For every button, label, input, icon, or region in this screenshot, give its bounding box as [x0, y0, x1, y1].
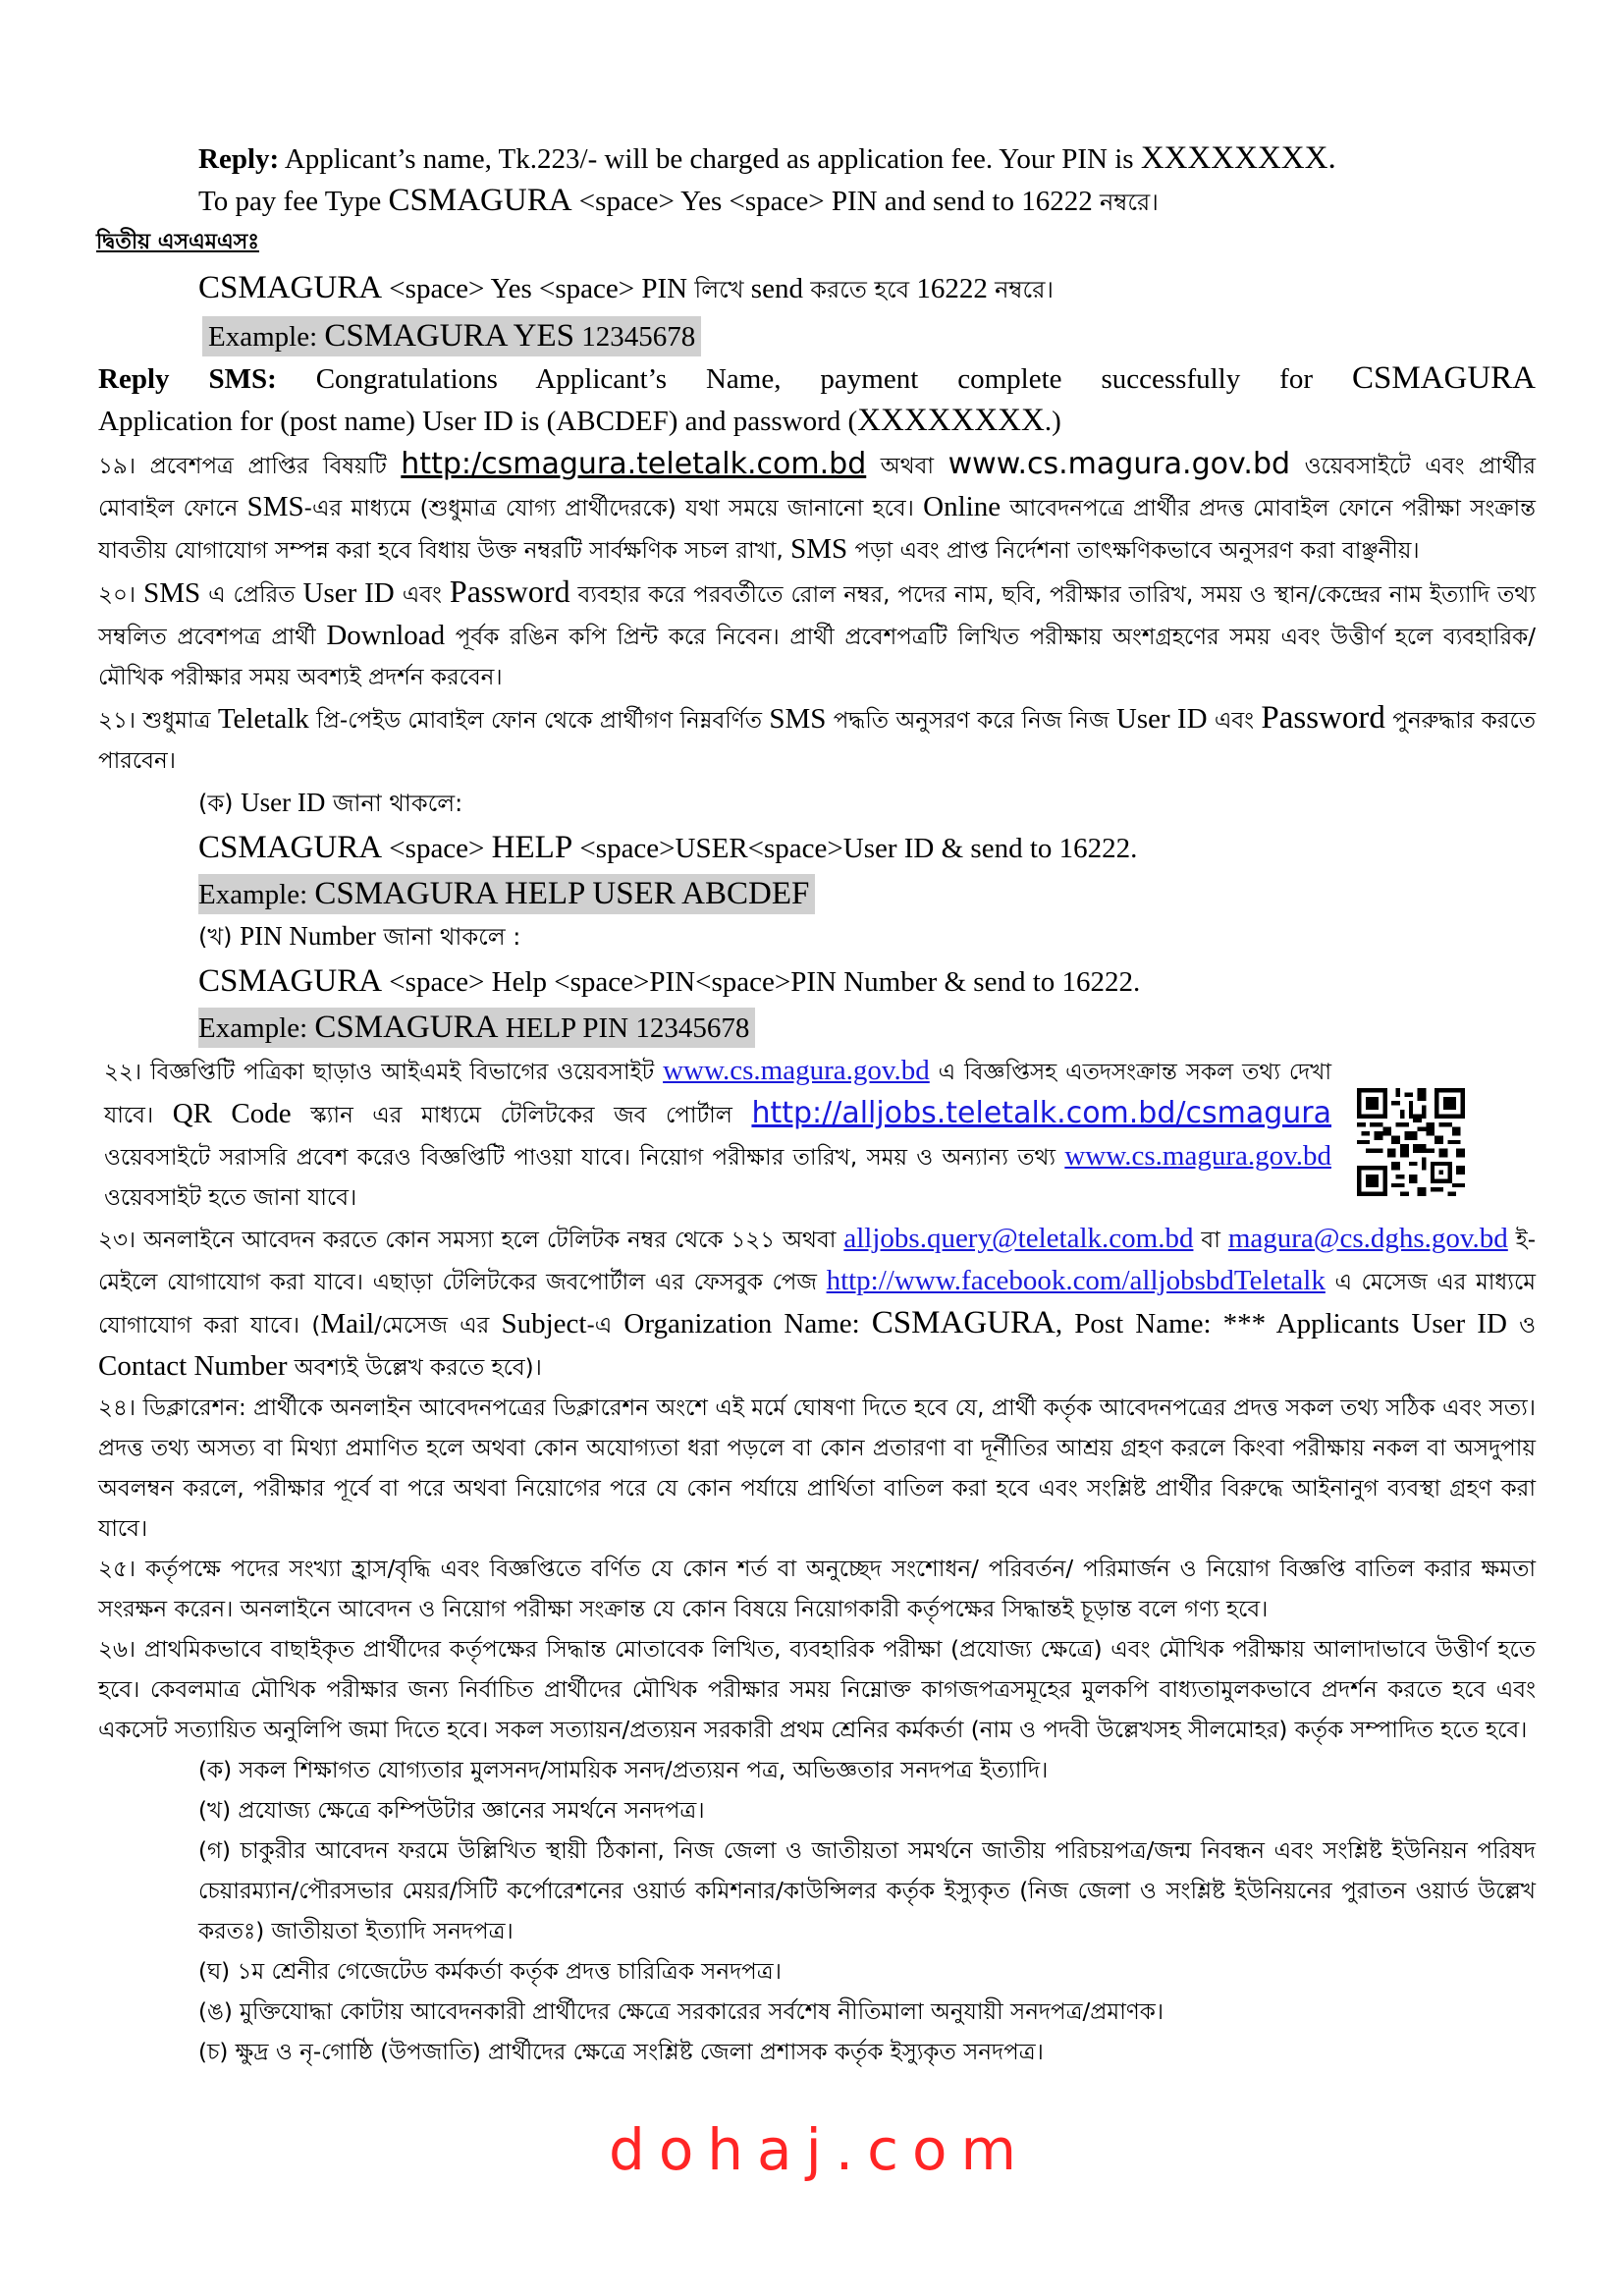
item-number: ২৬।	[98, 1637, 144, 1663]
item-text: পদ্ধতি অনুসরণ করে নিজ নিজ	[826, 708, 1116, 734]
facebook-link[interactable]: http://www.facebook.com/alljobsbdTeletalk	[826, 1265, 1326, 1296]
item-latin: Mail	[320, 1308, 375, 1339]
reply-pin: XXXXXXXX.	[1140, 140, 1336, 176]
item-26-sub-gha: (ঘ) ১ম শ্রেনীর গেজেটেড কর্মকর্তা কর্তৃক প্রদত্ত চারিত্রিক সনদপত্র।	[198, 1959, 782, 1985]
item-text: কর্তৃপক্ষে পদের সংখ্যা হ্রাস/বৃদ্ধি এবং বিজ্ঞপ্তিতে বর্ণিত যে কোন শর্ত বা অনুচ্ছেদ সংশোধন/ পরিবর্তন/ পরিমার্জন ও নিয়োগ বিজ্ঞপ্তি বাতিল করার ক্ষমতা সংরক্ষন করেন। অনলাইনে আবেদন ও নিয়োগ পরীক্ষা সংক্রান্ত যে কোন বিষয়ে নিয়োগকারী কর্তৃপক্ষের সিদ্ধান্তই চূড়ান্ত বলে গণ্য হবে।	[98, 1557, 1536, 1622]
item-latin: QR Code	[172, 1098, 292, 1129]
item-latin: Download	[326, 620, 446, 651]
qr-code-icon[interactable]	[1357, 1088, 1465, 1196]
item-code: CSMAGURA	[871, 1305, 1056, 1340]
item-text: ই-মেইলে যোগাযোগ করা যাবে। এছাড়া টেলিটকের জবপোর্টাল এর ফেসবুক পেজ	[98, 1228, 1537, 1295]
item-text: ও	[1506, 1313, 1537, 1339]
example-label: Example:	[198, 879, 315, 910]
item-text: ওয়েবসাইটে এবং প্রার্থীর মোবাইল ফোনে	[98, 454, 1536, 521]
example-highlight	[202, 316, 701, 356]
item-text: শুধুমাত্র	[142, 708, 218, 734]
item-latin: Organization Name:	[623, 1308, 872, 1339]
item-text: জানা থাকলে :	[375, 923, 521, 951]
item-text: বিজ্ঞপ্তিটি পত্রিকা ছাড়াও আইএমই বিভাগের ওয়েবসাইট	[150, 1060, 664, 1085]
item-latin: Password	[1261, 700, 1385, 736]
item-text: এবং	[1207, 708, 1262, 734]
item-24	[98, 1389, 1536, 1550]
email-link[interactable]: magura@cs.dghs.gov.bd	[1227, 1223, 1508, 1254]
item-21-ka	[98, 782, 1536, 824]
item-21-kha-example	[98, 1008, 1536, 1049]
item-21-ka-command	[98, 824, 1536, 872]
item-text: প্রি-পেইড মোবাইল ফোন থেকে প্রার্থীগণ নিম্নবর্ণিত	[308, 708, 770, 734]
item-text: এ মেসেজ এর মাধ্যমে যোগাযোগ করা যাবে। (	[98, 1270, 1536, 1339]
item-text: এ বিজ্ঞপ্তিসহ এতদসংক্রান্ত সকল তথ্য দেখা যাবে।	[104, 1060, 1332, 1128]
item-text: অথবা	[866, 454, 948, 479]
item-text: প্রবেশপত্র প্রাপ্তির বিষয়টি	[149, 454, 402, 479]
sms-help: HELP	[491, 830, 573, 865]
sms-text: <space>USER<space>User ID & send to 16222.	[572, 833, 1138, 864]
item-21	[98, 698, 1536, 782]
sms-bn: লিখে	[694, 276, 744, 303]
item-text: অবশ্যই উল্লেখ করতে হবে)।	[287, 1355, 542, 1381]
second-sms-command	[98, 265, 1536, 312]
item-text: -এ	[586, 1313, 624, 1339]
item-text: ডিক্লারেশন: প্রার্থীকে অনলাইন আবেদনপত্রের ডিক্লারেশন অংশে এই মর্মে ঘোষণা দিতে হবে যে, প্রার্থী কর্তৃক আবেদনপত্রের প্রদত্ত সকল তথ্য সঠিক এবং সত্য। প্রদত্ত তথ্য অসত্য বা মিথ্যা প্রমাণিত হলে অথবা কোন অযোগ্যতা ধরা পড়লে বা কোন প্রতারণা বা দূর্নীতির আশ্রয় গ্রহণ করলে কিংবা পরীক্ষায় নকল বা অসদুপায় অবলম্বন করলে, পরীক্ষার পূর্বে বা পরে অথবা নিয়োগের পরে যে কোন পর্যায়ে প্রার্থিতা বাতিল করা হবে এবং সংশ্লিষ্ট প্রার্থীর বিরুদ্ধে আইনানুগ ব্যবস্থা গ্রহণ করা যাবে।	[98, 1395, 1536, 1542]
item-latin: Password	[449, 574, 570, 609]
item-text: পড়া এবং প্রাপ্ত নির্দেশনা তাৎক্ষণিকভাবে অনুসরণ করা বাঞ্ছনীয়।	[847, 538, 1420, 564]
example-highlight	[198, 874, 815, 914]
sms-bn: করতে হবে	[810, 276, 910, 303]
watermark: dohaj.com	[609, 2116, 1031, 2183]
sms-text: <space> Yes <space> PIN	[382, 273, 695, 304]
item-text: ওয়েবসাইট হতে জানা যাবে।	[104, 1185, 357, 1211]
reply-sms-code: CSMAGURA	[1351, 360, 1536, 396]
item-latin: Teletalk	[217, 703, 309, 735]
example-rest: HELP PIN 12345678	[498, 1012, 750, 1044]
item-26	[98, 1630, 1536, 1751]
reply-sms-text: Congratulations Applicant’s Name, payment complete successfully for	[276, 363, 1352, 395]
reply-pay-text-2: <space> Yes <space> PIN and send to 16222	[571, 186, 1100, 217]
item-latin: , Post Name: *** Applicants User ID	[1055, 1308, 1507, 1339]
job-portal-link[interactable]: http://alljobs.teletalk.com.bd/csmagura	[751, 1096, 1332, 1130]
website-link[interactable]: www.cs.magura.gov.bd	[1064, 1140, 1331, 1172]
reply-sms-text: Application for (post name) User ID is (ABCDEF) and password (	[98, 406, 858, 437]
item-text: বা	[1193, 1228, 1228, 1253]
item-21-ka-example	[98, 874, 1536, 915]
sms-text: <space>	[382, 833, 492, 864]
item-text: এবং	[394, 582, 450, 608]
item-26-sub-cha: (চ) ক্ষুদ্র ও নৃ-গোষ্ঠি (উপজাতি) প্রার্থীদের ক্ষেত্রে সংশ্লিষ্ট জেলা প্রশাসক কর্তৃক ইস্যুকৃত সনদপত্র।	[198, 2040, 1044, 2065]
example-code: CSMAGURA	[314, 1010, 499, 1045]
example-number: 12345678	[573, 321, 696, 353]
sms-text: 16222	[909, 273, 996, 304]
item-latin: User ID	[241, 788, 326, 817]
document-page	[98, 137, 1536, 2073]
item-latin: SMS	[769, 703, 827, 735]
admit-card-link[interactable]: http:/csmagura.teletalk.com.bd	[401, 447, 867, 481]
sms-text: <space> Help <space>PIN<space>PIN Number & send to 16222.	[382, 966, 1141, 998]
reply-line-2	[98, 180, 1536, 223]
item-23	[98, 1219, 1536, 1389]
item-latin: SMS	[790, 533, 848, 565]
second-sms-example	[98, 316, 1536, 357]
item-text: এ প্রেরিত	[200, 582, 303, 608]
item-latin: Online	[923, 491, 1001, 522]
item-26-sub-uma: (ঙ) মুক্তিযোদ্ধা কোটায় আবেদনকারী প্রার্থীদের ক্ষেত্রে সরকারের সর্বশেষ নীতিমালা অনুযায়ী সনদপত্র/প্রমাণক।	[198, 1999, 1164, 2025]
item-26-sub-ga: (গ) চাকুরীর আবেদন ফরমে উল্লিখিত স্থায়ী ঠিকানা, নিজ জেলা ও জাতীয়তা সমর্থনে জাতীয় পরিচয়পত্র/জন্ম নিবন্ধন এবং সংশ্লিষ্ট ইউনিয়ন পরিষদ চেয়ারম্যান/পৌরসভার মেয়র/সিটি কর্পোরেশনের ওয়ার্ড কমিশনার/কাউন্সিলর কর্তৃক ইস্যুকৃত (নিজ জেলা ও সংশ্লিষ্ট ইউনিয়নের পুরাতন ওয়ার্ড উল্লেখ করতঃ) জাতীয়তা ইত্যাদি সনদপত্র।	[198, 1838, 1536, 1944]
item-text: প্রাথমিকভাবে বাছাইকৃত প্রার্থীদের কর্তৃপক্ষের সিদ্ধান্ত মোতাবেক লিখিত, ব্যবহারিক পরীক্ষা (প্রযোজ্য ক্ষেত্রে) এবং মৌখিক পরীক্ষায় আলাদাভাবে উত্তীর্ণ হতে হবে। কেবলমাত্র মৌখিক পরীক্ষার জন্য নির্বাচিত প্রার্থীদের মৌখিক পরীক্ষার সময় নিম্নোক্ত কাগজপত্রসমূহের মুলকপি বাধ্যতামুলকভাবে প্রদর্শন করতে হবে এবং একসেট সত্যায়িত অনুলিপি জমা দিতে হবে। সকল সত্যায়ন/প্রত্যয়ন সরকারী প্রথম শ্রেনির কর্মকর্তা (নাম ও পদবী উল্লেখসহ সীলমোহর) কর্তৃক সম্পাদিত হতে হবে।	[98, 1637, 1536, 1743]
sub-label: (খ)	[198, 923, 241, 951]
item-number: ২২।	[104, 1060, 151, 1085]
example-code: CSMAGURA HELP USER ABCDEF	[314, 876, 810, 911]
item-number: ২৩।	[98, 1228, 144, 1253]
item-number: ২৫।	[98, 1557, 146, 1582]
sub-label: (ক)	[198, 790, 242, 817]
item-latin: SMS	[143, 577, 201, 609]
item-latin: User ID	[302, 577, 395, 609]
item-25	[98, 1550, 1536, 1630]
example-highlight	[198, 1008, 755, 1048]
item-text: অনলাইনে আবেদন করতে কোন সমস্যা হলে টেলিটক নম্বর থেকে ১২১ অথবা	[143, 1228, 844, 1253]
item-text: আবেদনপত্রে প্রার্থীর প্রদত্ত মোবাইল ফোনে পরীক্ষা সংক্রান্ত যাবতীয় যোগাযোগ সম্পন্ন করা হবে বিধায় উক্ত নম্বরটি সার্বক্ষণিক সচল রাখা,	[98, 496, 1537, 564]
item-text: ওয়েবসাইটে সরাসরি প্রবেশ করেও বিজ্ঞপ্তিটি পাওয়া যাবে। নিয়োগ পরীক্ষার তারিখ, সময় ও অন্যান্য তথ্য	[104, 1145, 1065, 1171]
second-sms-heading: দ্বিতীয় এসএমএসঃ	[96, 230, 260, 254]
example-code: CSMAGURA YES	[324, 318, 574, 354]
sms-code: CSMAGURA	[198, 270, 383, 305]
reply-label: Reply:	[198, 143, 280, 175]
item-text: পুনরুদ্ধার করতে পারবেন।	[98, 708, 1537, 774]
website-text: www.cs.magura.gov.bd	[947, 447, 1291, 481]
sms-code: CSMAGURA	[198, 963, 383, 999]
item-20	[98, 572, 1536, 698]
example-label: Example:	[208, 321, 325, 353]
qr-code-graphic	[1357, 1088, 1465, 1196]
reply-pay-text: To pay fee Type	[198, 186, 389, 217]
item-number: ২০।	[98, 582, 144, 608]
reply-line-1	[98, 137, 1536, 180]
website-link[interactable]: www.cs.magura.gov.bd	[663, 1055, 930, 1086]
item-21-kha	[98, 915, 1536, 957]
item-text: -এর মাধ্যমে (শুধুমাত্র যোগ্য প্রার্থীদেরকে) যথা সময়ে জানানো হবে।	[303, 496, 924, 521]
email-link[interactable]: alljobs.query@teletalk.com.bd	[843, 1223, 1194, 1254]
item-text: স্ক্যান এর মাধ্যমে টেলিটকের জব পোর্টাল	[291, 1103, 752, 1128]
sms-bn: নম্বরে।	[995, 276, 1054, 303]
reply-sms-label: Reply SMS:	[98, 363, 277, 395]
item-latin: Subject	[501, 1308, 587, 1339]
item-text: ব্যবহার করে পরবর্তীতে রোল নম্বর, পদের নাম, ছবি, পরীক্ষার তারিখ, সময় ও স্থান/কেন্দ্রের নাম ইত্যাদি তথ্য সম্বলিত প্রবেশপত্র প্রার্থী	[98, 582, 1536, 650]
item-21-kha-command	[98, 957, 1536, 1006]
reply-pay-bn: নম্বরে।	[1099, 189, 1159, 216]
reply-sms-text: .)	[1044, 406, 1061, 437]
item-26-sub-kha: (খ) প্রযোজ্য ক্ষেত্রে কম্পিউটার জ্ঞানের সমর্থনে সনদপত্র।	[198, 1798, 705, 1824]
reply-sms-line-1	[98, 357, 1536, 400]
example-label: Example:	[198, 1012, 315, 1044]
item-26-sub-ka: (ক) সকল শিক্ষাগত যোগ্যতার মুলসনদ/সাময়িক সনদ/প্রত্যয়ন পত্র, অভিজ্ঞতার সনদপত্র ইত্যাদি।	[198, 1758, 1049, 1783]
item-22	[98, 1051, 1331, 1219]
sms-code: CSMAGURA	[198, 830, 383, 865]
item-text: পূর্বক রঙিন কপি প্রিন্ট করে নিবেন। প্রার্থী প্রবেশপত্রটি লিখিত পরীক্ষায় অংশগ্রহণের সময় এবং উত্তীর্ণ হলে ব্যবহারিক/মৌখিক পরীক্ষার সময় অবশ্যই প্রদর্শন করবেন।	[98, 625, 1537, 690]
reply-sms-line-2	[98, 400, 1536, 442]
item-number: ১৯।	[98, 454, 150, 479]
sms-text: send	[743, 273, 811, 304]
item-text: জানা থাকলে:	[325, 790, 463, 817]
item-19	[98, 444, 1536, 572]
item-latin: User ID	[1115, 703, 1208, 735]
reply-sms-password: XXXXXXXX	[857, 403, 1045, 438]
item-latin: Contact Number	[98, 1350, 288, 1382]
reply-code: CSMAGURA	[388, 183, 572, 218]
item-latin: SMS	[246, 491, 304, 522]
item-number: ২১।	[98, 708, 143, 734]
item-latin: PIN Number	[240, 921, 376, 951]
item-text: /মেসেজ এর	[374, 1313, 502, 1339]
reply-text: Applicant’s name, Tk.223/- will be charged as application fee. Your PIN is	[279, 143, 1141, 175]
item-number: ২৪।	[98, 1395, 143, 1421]
